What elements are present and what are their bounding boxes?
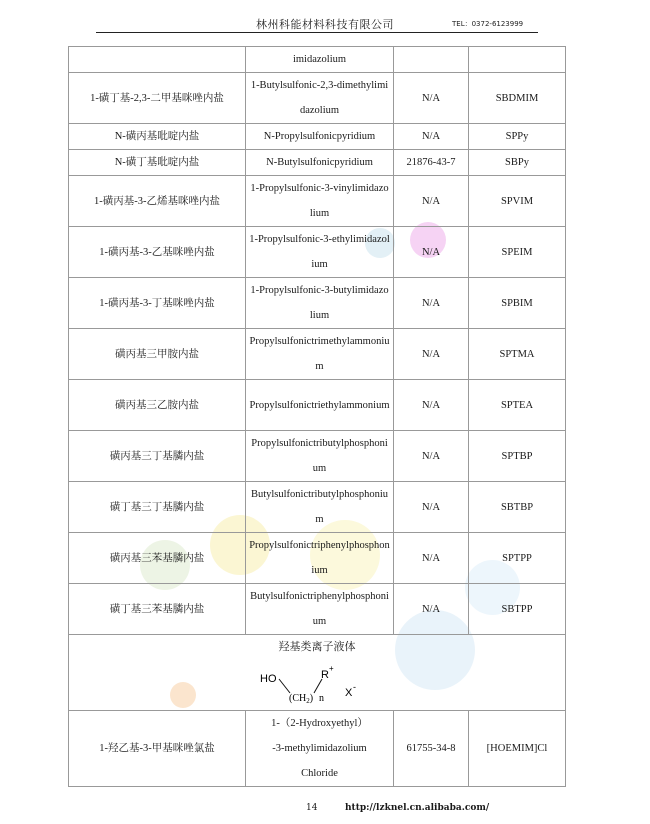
cell-abbreviation: SPBIM	[469, 278, 566, 329]
section-title: 羟基类离子液体	[69, 635, 566, 661]
cell-chinese-name: 1-磺丙基-3-丁基咪唑内盐	[69, 278, 246, 329]
english-name-line: -3-methylimidazolium	[272, 743, 367, 754]
cell-cas-number: N/A	[394, 124, 469, 150]
cell-chinese-name: 1-磺丙基-3-乙烯基咪唑内盐	[69, 176, 246, 227]
table-row	[69, 73, 566, 124]
cell-cas-number: N/A	[394, 227, 469, 278]
cell-cas-number: N/A	[394, 431, 469, 482]
cell-english-name: Propylsulfonictriphenylphosphonium	[246, 533, 394, 584]
table-row	[69, 278, 566, 329]
cell-chinese-name: 1-磺丙基-3-乙基咪唑内盐	[69, 227, 246, 278]
table-row	[69, 711, 566, 787]
cell-abbreviation: SPEIM	[469, 227, 566, 278]
footer-url: http://lzknel.cn.alibaba.com/	[345, 803, 490, 813]
structure-r-label: R	[321, 669, 329, 681]
cell-abbreviation	[469, 47, 566, 73]
product-table-body	[69, 47, 566, 787]
cell-abbreviation: SPPy	[469, 124, 566, 150]
table-row	[69, 124, 566, 150]
company-name: 林州科能材料科技有限公司	[256, 18, 394, 31]
table-row	[69, 431, 566, 482]
cell-chinese-name: 1-羟乙基-3-甲基咪唑氯盐	[69, 711, 246, 787]
cell-chinese-name: 磺丁基三苯基膦内盐	[69, 584, 246, 635]
cell-abbreviation: SPTMA	[469, 329, 566, 380]
cell-abbreviation: SPTPP	[469, 533, 566, 584]
cell-cas-number: N/A	[394, 482, 469, 533]
header-divider	[96, 32, 538, 33]
structure-cell	[69, 660, 566, 711]
structure-chain-label: $(CH_2)$	[289, 693, 314, 705]
cell-english-name: N-Propylsulfonicpyridium	[246, 124, 394, 150]
structure-bond	[314, 679, 322, 693]
cell-cas-number: N/A	[394, 278, 469, 329]
cell-english-name: Propylsulfonictrimethylammonium	[246, 329, 394, 380]
table-row	[69, 150, 566, 176]
cell-cas-number: 21876-43-7	[394, 150, 469, 176]
structure-plus-sign: +	[329, 664, 334, 673]
cell-abbreviation: SPTBP	[469, 431, 566, 482]
page-number: 14	[306, 803, 318, 813]
structure-bond	[279, 679, 290, 693]
table-row	[69, 329, 566, 380]
structure-ho-label: HO	[260, 673, 277, 685]
cell-chinese-name	[69, 47, 246, 73]
cell-abbreviation: [HOEMIM]Cl	[469, 711, 566, 787]
cell-english-name: Propylsulfonictributylphosphonium	[246, 431, 394, 482]
general-structure-formula	[252, 662, 382, 708]
cell-english-name: 1-Propylsulfonic-3-ethylimidazolium	[246, 227, 394, 278]
table-row	[69, 584, 566, 635]
cell-cas-number	[394, 47, 469, 73]
cell-cas-number: N/A	[394, 329, 469, 380]
cell-english-name	[246, 711, 394, 787]
cell-cas-number: N/A	[394, 73, 469, 124]
cell-abbreviation: SBPy	[469, 150, 566, 176]
cell-cas-number: N/A	[394, 584, 469, 635]
cell-chinese-name: 磺丙基三甲胺内盐	[69, 329, 246, 380]
table-row	[69, 47, 566, 73]
cell-english-name: 1-Propylsulfonic-3-vinylimidazolium	[246, 176, 394, 227]
cell-cas-number: N/A	[394, 533, 469, 584]
cell-chinese-name: 1-磺丁基-2,3-二甲基咪唑内盐	[69, 73, 246, 124]
cell-abbreviation: SBDMIM	[469, 73, 566, 124]
cell-chinese-name: N-磺丙基吡啶内盐	[69, 124, 246, 150]
structure-row	[69, 660, 566, 711]
cell-cas-number: 61755-34-8	[394, 711, 469, 787]
cell-english-name: Butylsulfonictributylphosphonium	[246, 482, 394, 533]
cell-english-name: 1-Butylsulfonic-2,3-dimethylimidazolium	[246, 73, 394, 124]
cell-chinese-name: 磺丙基三乙胺内盐	[69, 380, 246, 431]
cell-english-name: Propylsulfonictriethylammonium	[246, 380, 394, 431]
cell-cas-number: N/A	[394, 176, 469, 227]
cell-chinese-name: 磺丙基三苯基膦内盐	[69, 533, 246, 584]
company-phone: TEL：0372-6123999	[452, 20, 524, 28]
table-row	[69, 227, 566, 278]
cell-abbreviation: SPVIM	[469, 176, 566, 227]
table-row	[69, 176, 566, 227]
cell-chinese-name: 磺丁基三丁基膦内盐	[69, 482, 246, 533]
structure-n-label: n	[319, 693, 324, 704]
cell-abbreviation: SBTPP	[469, 584, 566, 635]
table-row	[69, 482, 566, 533]
cell-english-name: 1-Propylsulfonic-3-butylimidazolium	[246, 278, 394, 329]
cell-english-name: imidazolium	[246, 47, 394, 73]
section-header-row	[69, 635, 566, 661]
cell-chinese-name: 磺丙基三丁基膦内盐	[69, 431, 246, 482]
product-table	[68, 46, 566, 787]
cell-cas-number: N/A	[394, 380, 469, 431]
english-name-line: 1-（2-Hydroxyethyl）	[271, 718, 368, 729]
cell-abbreviation: SBTBP	[469, 482, 566, 533]
cell-chinese-name: N-磺丁基吡啶内盐	[69, 150, 246, 176]
structure-minus-sign: -	[353, 682, 356, 692]
cell-english-name: N-Butylsulfonicpyridium	[246, 150, 394, 176]
table-row	[69, 533, 566, 584]
structure-x-label: X	[345, 687, 353, 699]
table-row	[69, 380, 566, 431]
cell-english-name: Butylsulfonictriphenylphosphonium	[246, 584, 394, 635]
english-name-line: Chloride	[301, 768, 338, 779]
cell-abbreviation: SPTEA	[469, 380, 566, 431]
